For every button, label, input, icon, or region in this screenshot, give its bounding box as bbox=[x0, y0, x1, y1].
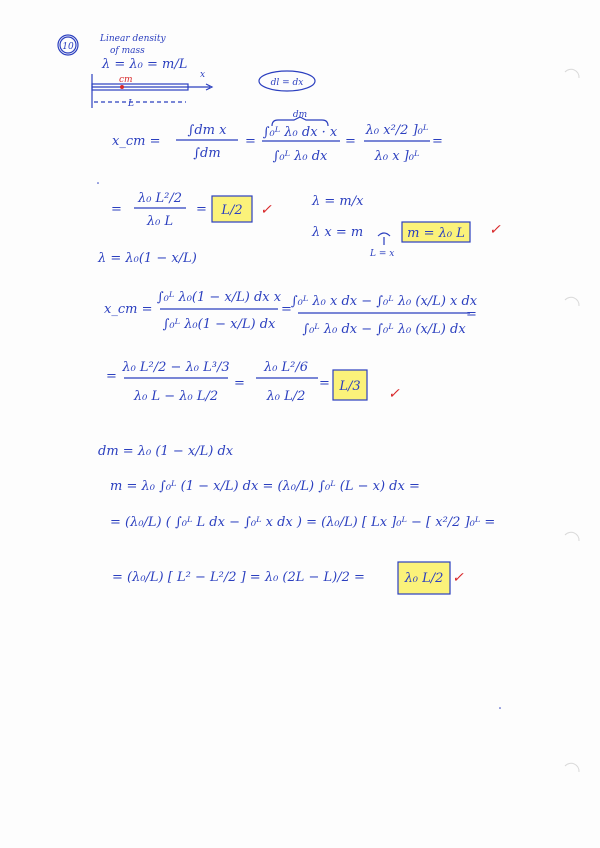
header-line-2: of mass bbox=[110, 46, 145, 56]
header-line-1: Linear density bbox=[100, 34, 166, 44]
checkmark-icon: ✓ bbox=[489, 222, 501, 238]
side-lambda: λ = m/x bbox=[312, 194, 364, 209]
part-a-line-1 bbox=[112, 110, 443, 164]
answer-a: L/2 bbox=[221, 203, 243, 218]
part-c-line-2: = (λ₀/L) ( ∫₀ᴸ L dx − ∫₀ᴸ x dx ) = (λ₀/L) [ Lx ]₀ᴸ − [ x²/2 ]₀ᴸ = bbox=[110, 515, 496, 530]
svg-text:∫dm x: ∫dm x bbox=[187, 123, 227, 138]
answer-side: m = λ₀ L bbox=[407, 226, 465, 241]
svg-text:λ₀ L²/2: λ₀ L²/2 bbox=[137, 191, 183, 206]
answer-box-b bbox=[333, 370, 367, 400]
svg-text:x_cm =: x_cm = bbox=[112, 134, 161, 149]
svg-text:λ₀ L − λ₀ L/2: λ₀ L − λ₀ L/2 bbox=[133, 389, 219, 404]
cm-label: cm bbox=[119, 75, 133, 85]
checkmark-icon: ✓ bbox=[452, 570, 464, 586]
part-b-lambda: λ = λ₀(1 − x/L) bbox=[98, 251, 197, 266]
problem-number bbox=[58, 35, 78, 55]
answer-b: L/3 bbox=[339, 379, 361, 394]
part-a-line-2 bbox=[111, 191, 207, 229]
svg-text:λ₀ L: λ₀ L bbox=[146, 214, 174, 229]
part-c-line-1: m = λ₀ ∫₀ᴸ (1 − x/L) dx = (λ₀/L) ∫₀ᴸ (L − x) dx = bbox=[110, 479, 420, 494]
part-c-line-3: = (λ₀/L) [ L² − L²/2 ] = λ₀ (2L − L)/2 = bbox=[112, 570, 365, 585]
ink-dot bbox=[97, 182, 99, 184]
binder-holes bbox=[565, 69, 579, 772]
dl-note bbox=[259, 71, 315, 91]
svg-text:L = x: L = x bbox=[370, 249, 395, 259]
svg-text:=: = bbox=[111, 202, 122, 217]
svg-text:=: = bbox=[106, 369, 117, 384]
side-note bbox=[369, 233, 394, 259]
svg-text:=: = bbox=[345, 134, 356, 149]
svg-text:λ₀ L²/6: λ₀ L²/6 bbox=[263, 360, 309, 375]
svg-text:=: = bbox=[245, 134, 256, 149]
side-equation: λ x = m bbox=[312, 225, 364, 240]
part-b-line-1 bbox=[104, 290, 478, 337]
svg-text:∫₀ᴸ λ₀ x dx − ∫₀ᴸ λ₀ (x/L) x d: ∫₀ᴸ λ₀ x dx − ∫₀ᴸ λ₀ (x/L) x dx bbox=[290, 294, 478, 309]
part-b-line-2 bbox=[106, 360, 330, 404]
svg-text:=: = bbox=[281, 302, 292, 317]
svg-text:∫₀ᴸ λ₀ dx: ∫₀ᴸ λ₀ dx bbox=[272, 149, 328, 164]
svg-text:=: = bbox=[466, 307, 477, 322]
svg-text:=: = bbox=[432, 134, 443, 149]
answer-box-a bbox=[212, 196, 252, 222]
svg-text:=: = bbox=[196, 202, 207, 217]
rod-diagram bbox=[92, 70, 212, 109]
svg-text:∫₀ᴸ λ₀ dx · x: ∫₀ᴸ λ₀ dx · x bbox=[262, 125, 338, 140]
answer-box-side bbox=[402, 222, 470, 242]
svg-text:dl = dx: dl = dx bbox=[270, 78, 304, 88]
setup-lambda: λ = λ₀ = m/L bbox=[102, 57, 188, 72]
svg-text:x_cm =: x_cm = bbox=[104, 302, 153, 317]
svg-text:λ₀ L/2: λ₀ L/2 bbox=[266, 389, 306, 404]
answer-c: λ₀ L/2 bbox=[404, 571, 444, 586]
checkmark-icon: ✓ bbox=[388, 386, 400, 402]
svg-text:∫₀ᴸ λ₀(1 − x/L) dx: ∫₀ᴸ λ₀(1 − x/L) dx bbox=[162, 317, 276, 332]
x-axis-label: x bbox=[200, 70, 206, 80]
length-label: L bbox=[128, 99, 134, 109]
checkmark-icon: ✓ bbox=[260, 202, 272, 218]
answer-box-c bbox=[398, 562, 450, 594]
svg-text:10: 10 bbox=[62, 42, 74, 52]
svg-text:dm: dm bbox=[292, 110, 308, 120]
svg-text:λ₀ x ]₀ᴸ: λ₀ x ]₀ᴸ bbox=[374, 149, 420, 164]
svg-text:λ₀ L²/2 − λ₀ L³/3: λ₀ L²/2 − λ₀ L³/3 bbox=[122, 360, 230, 375]
part-c-dm: dm = λ₀ (1 − x/L) dx bbox=[98, 444, 234, 459]
svg-text:=: = bbox=[234, 376, 245, 391]
svg-text:λ₀ x²/2 ]₀ᴸ: λ₀ x²/2 ]₀ᴸ bbox=[365, 123, 429, 138]
svg-text:∫₀ᴸ λ₀ dx − ∫₀ᴸ λ₀ (x/L) dx: ∫₀ᴸ λ₀ dx − ∫₀ᴸ λ₀ (x/L) dx bbox=[302, 322, 466, 337]
svg-text:=: = bbox=[319, 376, 330, 391]
ink-dot bbox=[499, 707, 501, 709]
svg-text:∫dm: ∫dm bbox=[193, 146, 221, 161]
svg-text:∫₀ᴸ λ₀(1 − x/L) dx x: ∫₀ᴸ λ₀(1 − x/L) dx x bbox=[156, 290, 282, 305]
